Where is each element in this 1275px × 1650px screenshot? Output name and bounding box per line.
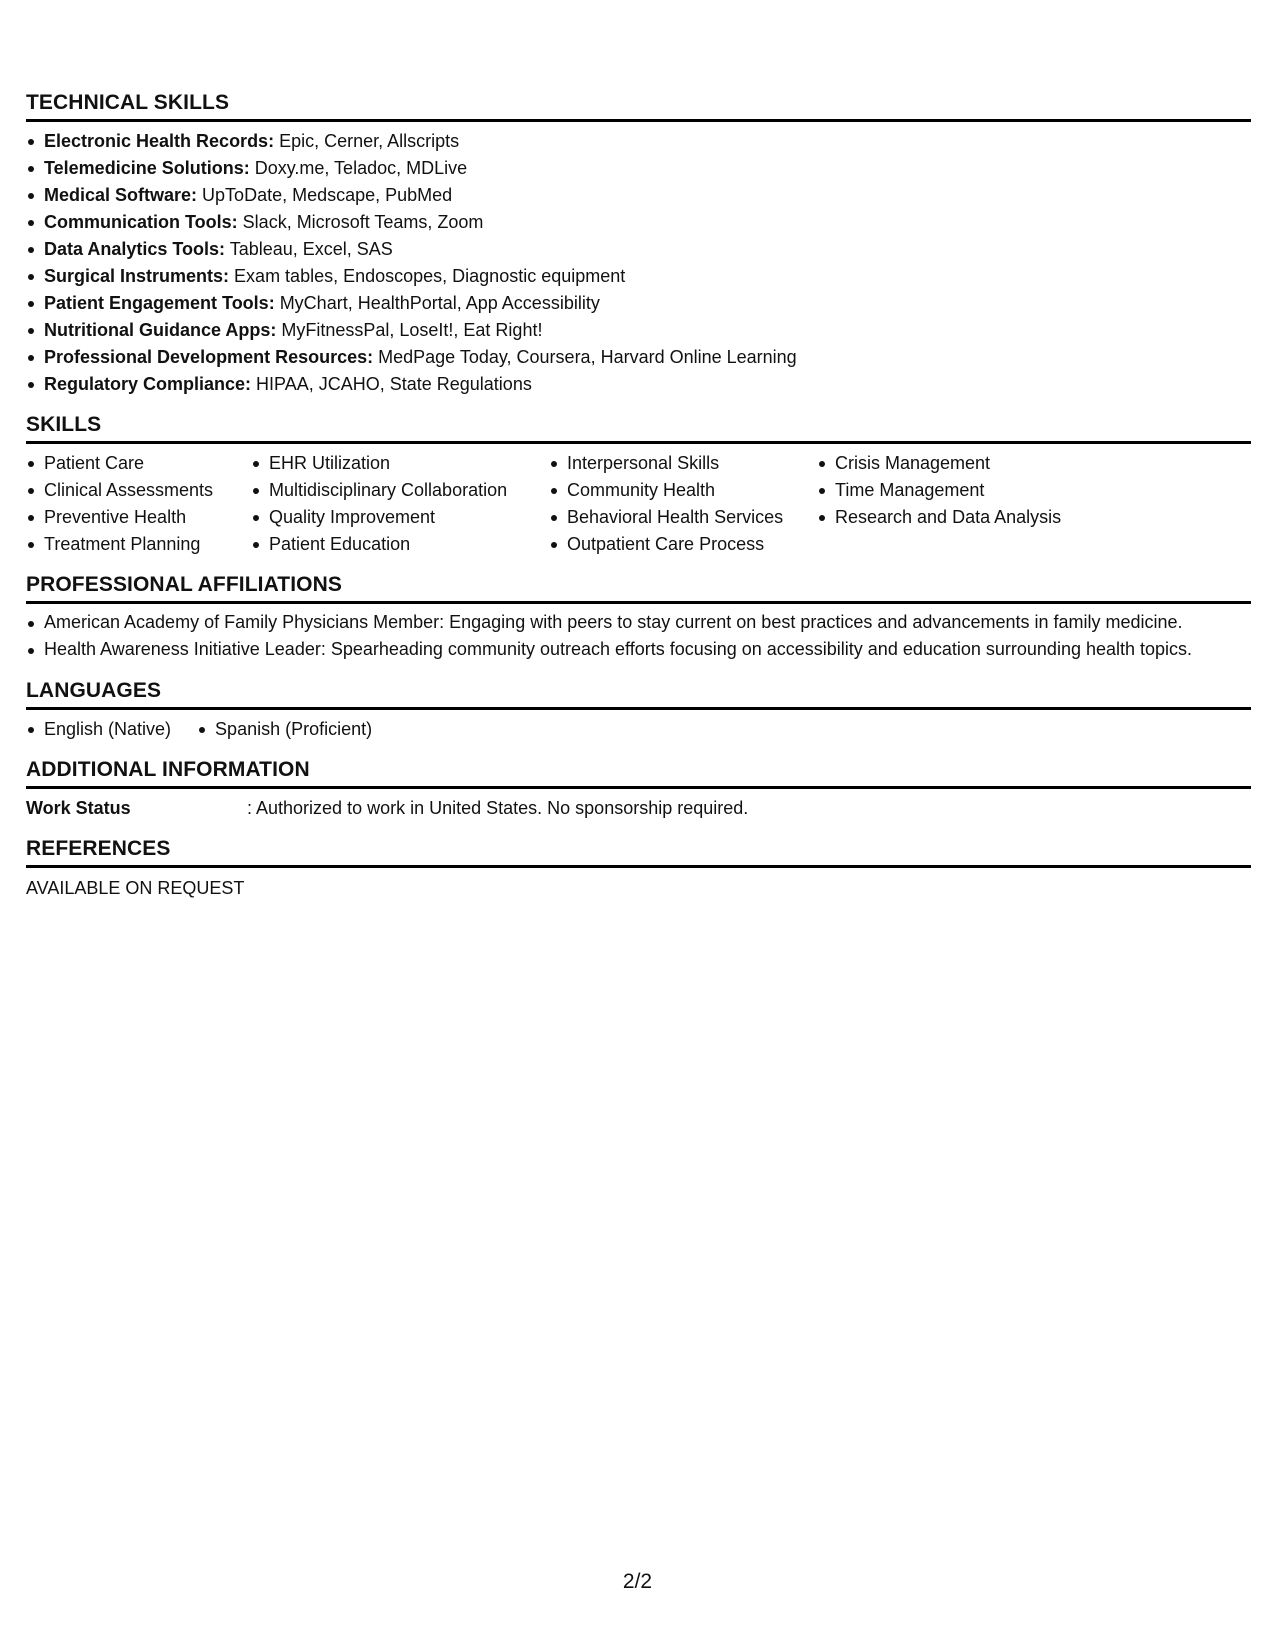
- skills-section: [26, 412, 1251, 558]
- languages-section: [26, 678, 1251, 743]
- technical-skill-item: [44, 263, 1251, 290]
- technical-skills-section: [26, 90, 1251, 398]
- skill-item: Multidisciplinary Collaboration: [269, 477, 549, 504]
- technical-skill-item: [44, 128, 1251, 155]
- resume-page: [26, 90, 1251, 916]
- skill-item: Time Management: [835, 477, 1115, 504]
- technical-skill-item: [44, 155, 1251, 182]
- skill-item: Interpersonal Skills: [567, 450, 817, 477]
- skill-item: Outpatient Care Process: [567, 531, 817, 558]
- technical-skill-label: Telemedicine Solutions:: [44, 158, 250, 178]
- technical-skill-value: MyChart, HealthPortal, App Accessibility: [274, 293, 600, 313]
- technical-skill-value: Doxy.me, Teladoc, MDLive: [249, 158, 468, 178]
- skills-grid: [26, 450, 1251, 558]
- technical-skill-value: MyFitnessPal, LoseIt!, Eat Right!: [276, 320, 543, 340]
- skill-item: Clinical Assessments: [44, 477, 251, 504]
- technical-skills-list: [26, 128, 1251, 398]
- technical-skill-value: HIPAA, JCAHO, State Regulations: [251, 374, 532, 394]
- affiliation-item: Health Awareness Initiative Leader: Spearheading community outreach efforts focusing on accessibility and education surrounding health topics.: [44, 637, 1251, 664]
- skills-column: [817, 450, 1115, 558]
- technical-skill-value: MedPage Today, Coursera, Harvard Online Learning: [373, 347, 797, 367]
- languages-list: [26, 716, 1251, 743]
- technical-skill-item: [44, 317, 1251, 344]
- skill-item: Quality Improvement: [269, 504, 549, 531]
- references-text: AVAILABLE ON REQUEST: [26, 878, 245, 898]
- technical-skill-label: Surgical Instruments:: [44, 266, 230, 286]
- skill-item: Research and Data Analysis: [835, 504, 1115, 531]
- technical-skill-value: Exam tables, Endoscopes, Diagnostic equipment: [229, 266, 626, 286]
- skill-item: Behavioral Health Services: [567, 504, 817, 531]
- work-status-row: [26, 795, 1251, 822]
- technical-skill-item: [44, 236, 1251, 263]
- technical-skill-value: Epic, Cerner, Allscripts: [274, 131, 460, 151]
- languages-heading: LANGUAGES: [26, 678, 1251, 710]
- technical-skill-value: Slack, Microsoft Teams, Zoom: [237, 212, 484, 232]
- affiliations-heading: PROFESSIONAL AFFILIATIONS: [26, 572, 1251, 604]
- technical-skill-item: [44, 182, 1251, 209]
- technical-skill-item: [44, 371, 1251, 398]
- technical-skill-item: [44, 344, 1251, 371]
- technical-skill-label: Patient Engagement Tools:: [44, 293, 275, 313]
- skills-column: [26, 450, 251, 558]
- technical-skills-heading: TECHNICAL SKILLS: [26, 90, 1251, 122]
- additional-information-section: [26, 757, 1251, 822]
- affiliations-list: [26, 610, 1251, 664]
- references-section: [26, 836, 1251, 902]
- technical-skill-label: Electronic Health Records:: [44, 131, 275, 151]
- technical-skill-label: Data Analytics Tools:: [44, 239, 226, 259]
- affiliation-item: American Academy of Family Physicians Member: Engaging with peers to stay current on best practices and advancements in family medicine.: [44, 610, 1251, 637]
- technical-skill-label: Regulatory Compliance:: [44, 374, 252, 394]
- skill-item: Patient Education: [269, 531, 549, 558]
- technical-skill-value: UpToDate, Medscape, PubMed: [197, 185, 453, 205]
- skill-item: EHR Utilization: [269, 450, 549, 477]
- skill-item: Treatment Planning: [44, 531, 251, 558]
- language-item: Spanish (Proficient): [215, 716, 372, 743]
- technical-skill-label: Nutritional Guidance Apps:: [44, 320, 277, 340]
- technical-skill-label: Professional Development Resources:: [44, 347, 374, 367]
- technical-skill-item: [44, 290, 1251, 317]
- skill-item: Community Health: [567, 477, 817, 504]
- skills-column: [251, 450, 549, 558]
- work-status-label: Work Status: [26, 798, 131, 818]
- references-heading: REFERENCES: [26, 836, 1251, 868]
- technical-skill-label: Communication Tools:: [44, 212, 238, 232]
- additional-information-heading: ADDITIONAL INFORMATION: [26, 757, 1251, 789]
- technical-skill-value: Tableau, Excel, SAS: [225, 239, 393, 259]
- affiliations-section: [26, 572, 1251, 664]
- technical-skill-item: [44, 209, 1251, 236]
- skill-item: Crisis Management: [835, 450, 1115, 477]
- skill-item: Preventive Health: [44, 504, 251, 531]
- skills-heading: SKILLS: [26, 412, 1251, 444]
- language-item: English (Native): [44, 716, 171, 743]
- technical-skill-label: Medical Software:: [44, 185, 198, 205]
- skills-column: [549, 450, 817, 558]
- work-status-value: : Authorized to work in United States. No sponsorship required.: [247, 798, 749, 818]
- page-number: 2/2: [622, 1570, 653, 1593]
- skill-item: Patient Care: [44, 450, 251, 477]
